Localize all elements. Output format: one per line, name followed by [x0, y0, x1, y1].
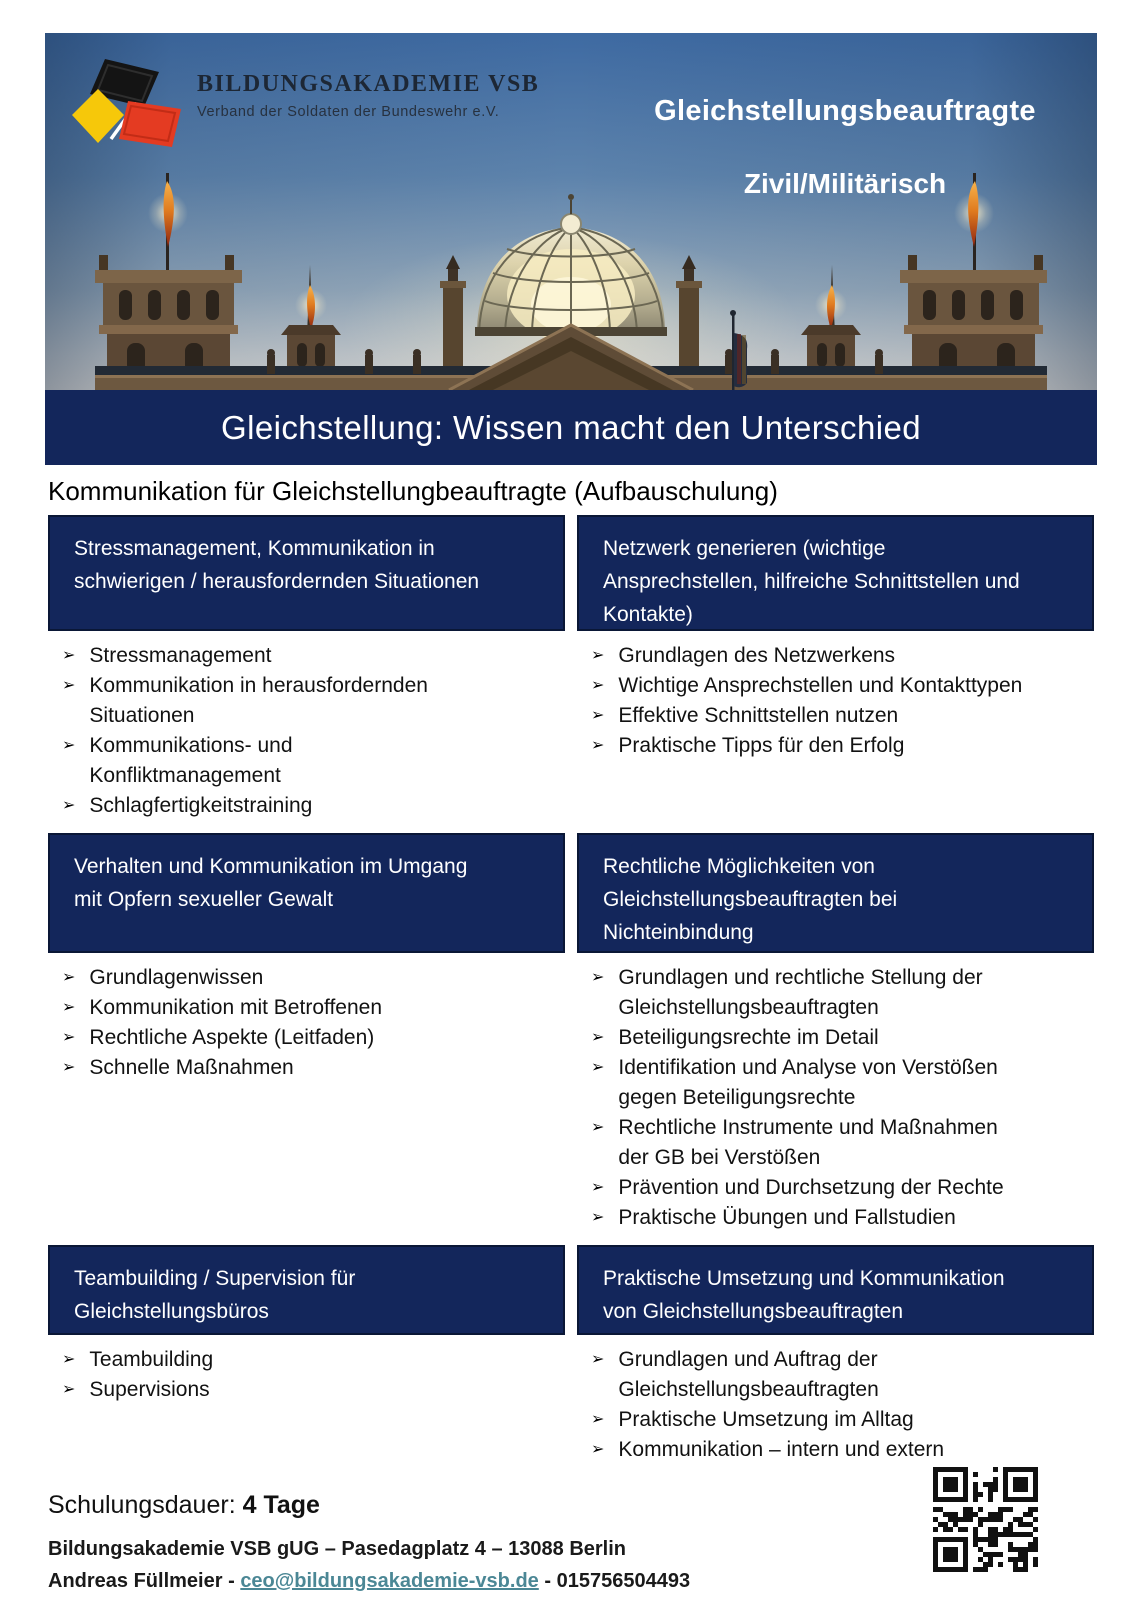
bullet-item [591, 1113, 1094, 1173]
duration-value: 4 Tage [242, 1490, 320, 1519]
bullet-item [62, 731, 565, 791]
org-subtitle: Verband der Soldaten der Bundeswehr e.V. [197, 104, 500, 120]
bullet-text: Identifikation und Analyse von Verstößen gegen Beteiligungsrechte [618, 1055, 998, 1109]
bullet-item [62, 993, 565, 1023]
topic-title: Teambuilding / Supervision für Gleichstellungsbüros [74, 1266, 356, 1323]
arrow-bullet-icon: ➢ [591, 676, 605, 694]
arrow-bullet-icon: ➢ [591, 1058, 605, 1076]
topic-card-netzwerk [577, 515, 1094, 821]
topic-bullet-list [577, 641, 1094, 761]
bullet-text: Kommunikations- und Konfliktmanagement [89, 733, 293, 787]
bullet-text: Kommunikation mit Betroffenen [89, 995, 383, 1019]
bullet-item [591, 701, 1094, 731]
arrow-bullet-icon: ➢ [591, 1410, 605, 1428]
bullet-text: Beteiligungsrechte im Detail [618, 1025, 879, 1049]
bullet-item [591, 1023, 1094, 1053]
topic-title: Netzwerk generieren (wichtige Ansprechstellen, hilfreiche Schnittstellen und Kontakte) [603, 536, 1020, 626]
address-line: Bildungsakademie VSB gUG – Pasedagplatz 4 – 13088 Berlin [48, 1537, 626, 1560]
bullet-item [591, 1203, 1094, 1233]
contact-name: Andreas Füllmeier [48, 1569, 223, 1592]
bullet-text: Prävention und Durchsetzung der Rechte [618, 1175, 1004, 1199]
bullet-item [591, 1405, 1094, 1435]
arrow-bullet-icon: ➢ [62, 676, 76, 694]
topic-title: Stressmanagement, Kommunikation in schwierigen / herausfordernden Situationen [74, 536, 480, 593]
topic-title: Praktische Umsetzung und Kommunikation von Gleichstellungsbeauftragten [603, 1266, 1005, 1323]
arrow-bullet-icon: ➢ [591, 968, 605, 986]
arrow-bullet-icon: ➢ [62, 1350, 76, 1368]
contact-line [48, 1570, 1094, 1593]
section-heading: Kommunikation für Gleichstellungbeauftragte (Aufbauschulung) [48, 476, 778, 506]
arrow-bullet-icon: ➢ [591, 1208, 605, 1226]
duration-label: Schulungsdauer: [48, 1490, 236, 1519]
bullet-item [62, 1053, 565, 1083]
bullet-text: Teambuilding [89, 1347, 214, 1371]
arrow-bullet-icon: ➢ [591, 1118, 605, 1136]
arrow-bullet-icon: ➢ [62, 796, 76, 814]
topic-card-verhalten [48, 833, 565, 1233]
bullet-text: Stressmanagement [89, 643, 272, 667]
topic-bullet-list [577, 963, 1094, 1233]
bullet-item [591, 1173, 1094, 1203]
topic-card-rechtliche-moeglichkeiten [577, 833, 1094, 1233]
arrow-bullet-icon: ➢ [591, 646, 605, 664]
topic-header [48, 833, 565, 953]
bullet-text: Rechtliche Aspekte (Leitfaden) [89, 1025, 375, 1049]
bullet-text: Grundlagenwissen [89, 965, 264, 989]
bullet-text: Praktische Tipps für den Erfolg [618, 733, 905, 757]
topic-bullet-list [48, 963, 565, 1083]
bullet-item [62, 791, 565, 821]
bullet-text: Kommunikation – intern und extern [618, 1437, 945, 1461]
bullet-item [591, 963, 1094, 1023]
phone-number: 015756504493 [556, 1569, 691, 1592]
topic-grid [48, 515, 1094, 1477]
topic-bullet-list [48, 1345, 565, 1405]
bullet-item [591, 1345, 1094, 1405]
arrow-bullet-icon: ➢ [591, 736, 605, 754]
arrow-bullet-icon: ➢ [62, 1380, 76, 1398]
bullet-item [591, 671, 1094, 701]
topic-title: Verhalten und Kommunikation im Umgang mit Opfern sexueller Gewalt [74, 854, 468, 911]
arrow-bullet-icon: ➢ [62, 1058, 76, 1076]
topic-bullet-list [577, 1345, 1094, 1465]
email-link[interactable]: ceo@bildungsakademie-vsb.de [240, 1569, 539, 1592]
topic-header [48, 1245, 565, 1335]
bullet-text: Praktische Umsetzung im Alltag [618, 1407, 914, 1431]
arrow-bullet-icon: ➢ [62, 998, 76, 1016]
topic-title: Rechtliche Möglichkeiten von Gleichstellungsbeauftragten bei Nichteinbindung [603, 854, 898, 944]
bullet-text: Grundlagen und rechtliche Stellung der Gleichstellungsbeauftragten [618, 965, 983, 1019]
hero-audience: Gleichstellungsbeauftragte [654, 95, 1036, 127]
vsb-books-icon [71, 55, 183, 151]
qr-code [933, 1467, 1038, 1572]
bullet-text: Rechtliche Instrumente und Maßnahmen der GB bei Verstößen [618, 1115, 998, 1169]
bullet-text: Schlagfertigkeitstraining [89, 793, 313, 817]
arrow-bullet-icon: ➢ [591, 1178, 605, 1196]
bullet-item [591, 731, 1094, 761]
bullet-item [62, 1375, 565, 1405]
topic-header [577, 833, 1094, 953]
bullet-item [591, 1053, 1094, 1113]
bullet-text: Praktische Übungen und Fallstudien [618, 1205, 956, 1229]
title-banner [45, 390, 1097, 465]
arrow-bullet-icon: ➢ [591, 1440, 605, 1458]
topic-card-stressmanagement [48, 515, 565, 821]
arrow-bullet-icon: ➢ [591, 1028, 605, 1046]
topic-header [577, 1245, 1094, 1335]
bullet-text: Supervisions [89, 1377, 210, 1401]
topic-card-teambuilding [48, 1245, 565, 1465]
topic-card-praktische-umsetzung [577, 1245, 1094, 1465]
hero-photo [45, 33, 1097, 390]
contact-separator: - [544, 1569, 552, 1592]
bullet-text: Schnelle Maßnahmen [89, 1055, 294, 1079]
arrow-bullet-icon: ➢ [62, 968, 76, 986]
bullet-text: Grundlagen des Netzwerkens [618, 643, 896, 667]
bullet-text: Effektive Schnittstellen nutzen [618, 703, 899, 727]
bullet-item [591, 1435, 1094, 1465]
arrow-bullet-icon: ➢ [62, 646, 76, 664]
org-title: BILDUNGSAKADEMIE VSB [197, 71, 540, 97]
bullet-item [62, 963, 565, 993]
banner-text: Gleichstellung: Wissen macht den Unterschied [221, 408, 921, 446]
topic-header [48, 515, 565, 631]
contact-separator: - [228, 1569, 235, 1592]
bullet-item [62, 1345, 565, 1375]
arrow-bullet-icon: ➢ [591, 706, 605, 724]
arrow-bullet-icon: ➢ [62, 1028, 76, 1046]
topic-bullet-list [48, 641, 565, 821]
arrow-bullet-icon: ➢ [62, 736, 76, 754]
arrow-bullet-icon: ➢ [591, 1350, 605, 1368]
bullet-text: Grundlagen und Auftrag der Gleichstellungsbeauftragten [618, 1347, 879, 1401]
bullet-item [591, 641, 1094, 671]
hero-scope: Zivil/Militärisch [743, 168, 947, 199]
bullet-item [62, 641, 565, 671]
bullet-item [62, 671, 565, 731]
bullet-item [62, 1023, 565, 1053]
bullet-text: Wichtige Ansprechstellen und Kontakttypen [618, 673, 1023, 697]
topic-header [577, 515, 1094, 631]
bullet-text: Kommunikation in herausfordernden Situationen [89, 673, 428, 727]
vsb-logo [71, 55, 539, 151]
